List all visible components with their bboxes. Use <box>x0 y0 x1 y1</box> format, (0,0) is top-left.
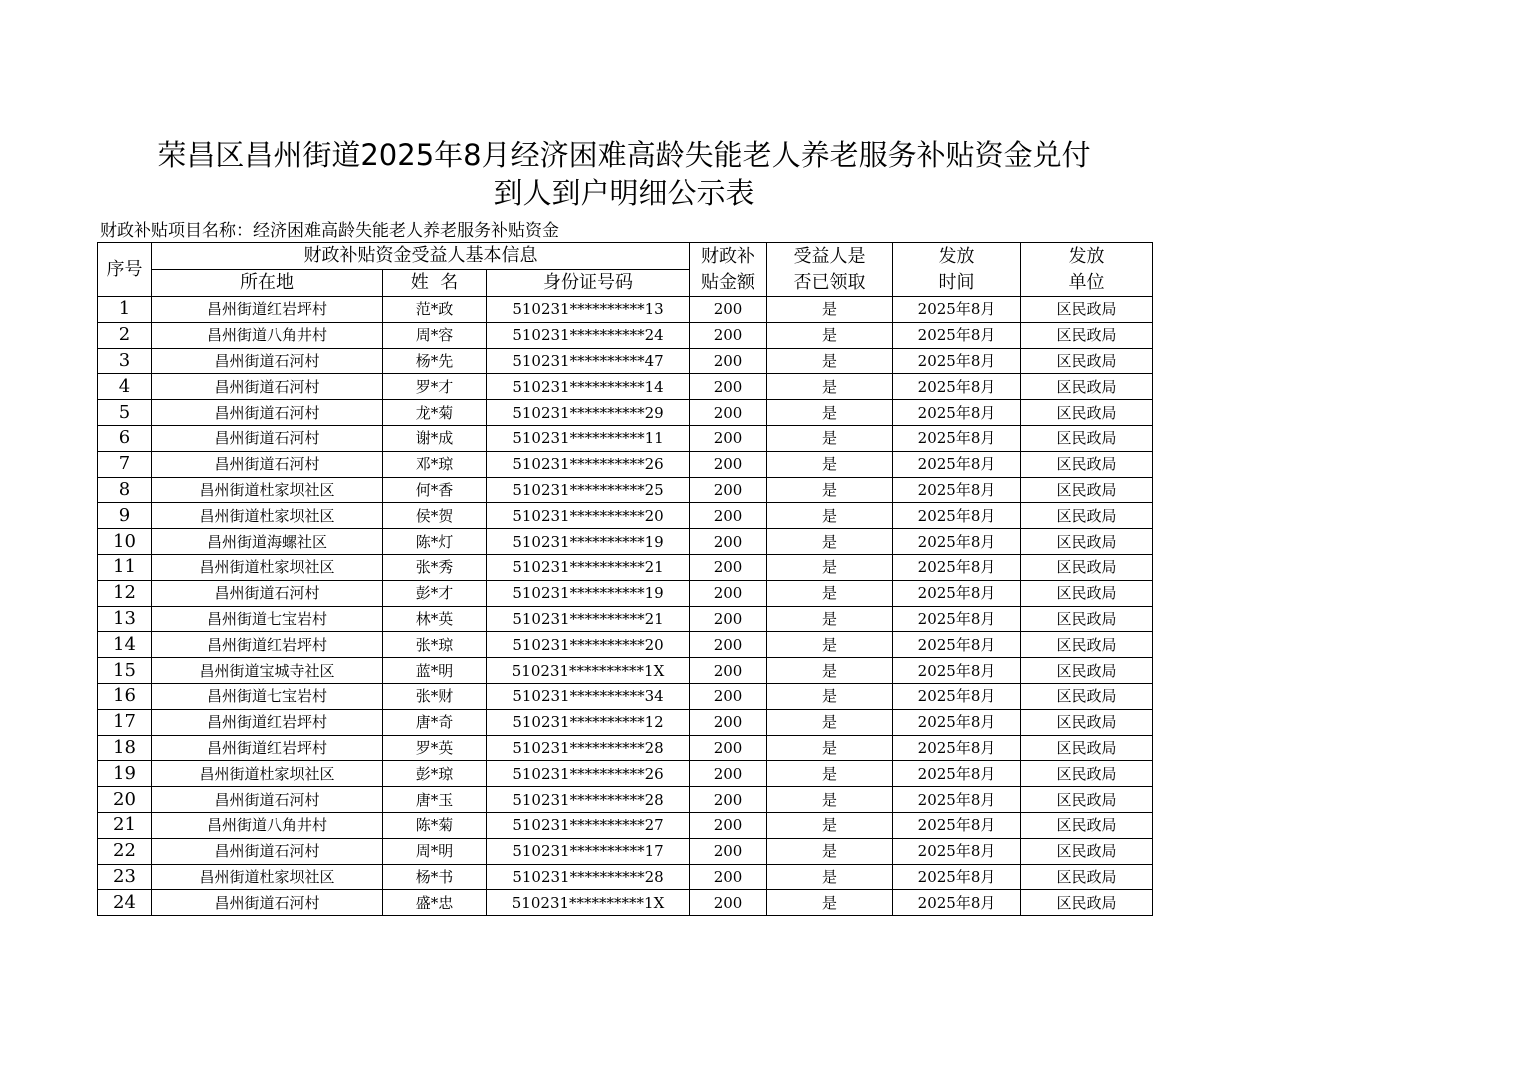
row-number: 7 <box>98 451 152 477</box>
row-number: 17 <box>98 709 152 735</box>
header-seq: 序号 <box>98 243 152 297</box>
table-row <box>98 683 1153 709</box>
cell-location: 昌州街道石河村 <box>152 787 383 813</box>
cell-amount: 200 <box>690 451 767 477</box>
table-row <box>98 787 1153 813</box>
row-number: 14 <box>98 632 152 658</box>
cell-id-number: 510231**********11 <box>487 425 690 451</box>
row-number: 22 <box>98 838 152 864</box>
row-number: 23 <box>98 864 152 890</box>
cell-amount: 200 <box>690 683 767 709</box>
cell-unit: 区民政局 <box>1021 297 1153 323</box>
cell-name: 范*政 <box>383 297 487 323</box>
table-row <box>98 632 1153 658</box>
cell-id-number: 510231**********21 <box>487 554 690 580</box>
header-location: 所在地 <box>152 270 383 297</box>
cell-amount: 200 <box>690 838 767 864</box>
cell-name: 侯*贺 <box>383 503 487 529</box>
cell-name: 陈*菊 <box>383 812 487 838</box>
cell-time: 2025年8月 <box>893 838 1021 864</box>
cell-received: 是 <box>767 477 893 503</box>
cell-amount: 200 <box>690 606 767 632</box>
cell-id-number: 510231**********24 <box>487 322 690 348</box>
cell-time: 2025年8月 <box>893 709 1021 735</box>
cell-unit: 区民政局 <box>1021 658 1153 684</box>
cell-time: 2025年8月 <box>893 606 1021 632</box>
cell-id-number: 510231**********28 <box>487 864 690 890</box>
cell-received: 是 <box>767 838 893 864</box>
cell-location: 昌州街道石河村 <box>152 400 383 426</box>
cell-name: 邓*琼 <box>383 451 487 477</box>
header-time-line1: 发放 <box>938 245 975 267</box>
cell-name: 杨*先 <box>383 348 487 374</box>
header-amount-line2: 贴金额 <box>701 271 756 293</box>
cell-unit: 区民政局 <box>1021 503 1153 529</box>
table-row <box>98 735 1153 761</box>
cell-received: 是 <box>767 322 893 348</box>
row-number: 24 <box>98 890 152 916</box>
cell-name: 罗*英 <box>383 735 487 761</box>
table-row <box>98 709 1153 735</box>
cell-location: 昌州街道八角井村 <box>152 812 383 838</box>
cell-location: 昌州街道红岩坪村 <box>152 709 383 735</box>
cell-name: 张*琼 <box>383 632 487 658</box>
row-number: 18 <box>98 735 152 761</box>
cell-location: 昌州街道石河村 <box>152 580 383 606</box>
cell-id-number: 510231**********13 <box>487 297 690 323</box>
row-number: 21 <box>98 812 152 838</box>
table-row <box>98 864 1153 890</box>
cell-amount: 200 <box>690 812 767 838</box>
cell-amount: 200 <box>690 322 767 348</box>
cell-unit: 区民政局 <box>1021 812 1153 838</box>
cell-received: 是 <box>767 529 893 555</box>
page-title-line2: 到人到户明细公示表 <box>493 176 755 210</box>
cell-location: 昌州街道杜家坝社区 <box>152 761 383 787</box>
row-number: 20 <box>98 787 152 813</box>
cell-id-number: 510231**********12 <box>487 709 690 735</box>
cell-location: 昌州街道杜家坝社区 <box>152 477 383 503</box>
cell-amount: 200 <box>690 864 767 890</box>
row-number: 1 <box>98 297 152 323</box>
cell-time: 2025年8月 <box>893 735 1021 761</box>
table-row <box>98 297 1153 323</box>
cell-name: 陈*灯 <box>383 529 487 555</box>
table-row <box>98 580 1153 606</box>
header-received-line2: 否已领取 <box>793 271 866 293</box>
table-row <box>98 812 1153 838</box>
cell-id-number: 510231**********1X <box>487 890 690 916</box>
cell-received: 是 <box>767 348 893 374</box>
cell-time: 2025年8月 <box>893 554 1021 580</box>
cell-id-number: 510231**********28 <box>487 735 690 761</box>
table-row <box>98 890 1153 916</box>
cell-time: 2025年8月 <box>893 297 1021 323</box>
cell-received: 是 <box>767 864 893 890</box>
table-row <box>98 554 1153 580</box>
header-amount <box>690 243 767 297</box>
cell-location: 昌州街道石河村 <box>152 374 383 400</box>
cell-time: 2025年8月 <box>893 529 1021 555</box>
cell-amount: 200 <box>690 709 767 735</box>
cell-name: 何*香 <box>383 477 487 503</box>
header-time-line2: 时间 <box>938 271 975 293</box>
cell-received: 是 <box>767 503 893 529</box>
row-number: 15 <box>98 658 152 684</box>
header-unit <box>1021 243 1153 297</box>
header-amount-line1: 财政补 <box>701 245 756 267</box>
cell-amount: 200 <box>690 658 767 684</box>
cell-received: 是 <box>767 683 893 709</box>
cell-id-number: 510231**********14 <box>487 374 690 400</box>
cell-id-number: 510231**********20 <box>487 632 690 658</box>
cell-amount: 200 <box>690 761 767 787</box>
cell-time: 2025年8月 <box>893 477 1021 503</box>
cell-id-number: 510231**********21 <box>487 606 690 632</box>
cell-unit: 区民政局 <box>1021 735 1153 761</box>
cell-unit: 区民政局 <box>1021 451 1153 477</box>
table-row <box>98 658 1153 684</box>
cell-unit: 区民政局 <box>1021 425 1153 451</box>
cell-received: 是 <box>767 709 893 735</box>
cell-unit: 区民政局 <box>1021 554 1153 580</box>
table-row <box>98 322 1153 348</box>
cell-amount: 200 <box>690 348 767 374</box>
table-row <box>98 425 1153 451</box>
cell-name: 蓝*明 <box>383 658 487 684</box>
cell-unit: 区民政局 <box>1021 838 1153 864</box>
cell-time: 2025年8月 <box>893 425 1021 451</box>
cell-id-number: 510231**********29 <box>487 400 690 426</box>
cell-unit: 区民政局 <box>1021 374 1153 400</box>
cell-location: 昌州街道红岩坪村 <box>152 297 383 323</box>
cell-id-number: 510231**********19 <box>487 580 690 606</box>
cell-amount: 200 <box>690 735 767 761</box>
cell-time: 2025年8月 <box>893 374 1021 400</box>
table-row <box>98 451 1153 477</box>
cell-id-number: 510231**********26 <box>487 451 690 477</box>
cell-amount: 200 <box>690 890 767 916</box>
cell-received: 是 <box>767 761 893 787</box>
cell-location: 昌州街道杜家坝社区 <box>152 503 383 529</box>
table-row <box>98 606 1153 632</box>
cell-amount: 200 <box>690 425 767 451</box>
cell-name: 张*秀 <box>383 554 487 580</box>
cell-location: 昌州街道杜家坝社区 <box>152 554 383 580</box>
cell-received: 是 <box>767 374 893 400</box>
cell-id-number: 510231**********34 <box>487 683 690 709</box>
cell-location: 昌州街道杜家坝社区 <box>152 864 383 890</box>
header-beneficiary-info: 财政补贴资金受益人基本信息 <box>152 243 690 270</box>
row-number: 16 <box>98 683 152 709</box>
cell-time: 2025年8月 <box>893 658 1021 684</box>
cell-time: 2025年8月 <box>893 322 1021 348</box>
row-number: 6 <box>98 425 152 451</box>
row-number: 10 <box>98 529 152 555</box>
cell-received: 是 <box>767 890 893 916</box>
cell-received: 是 <box>767 812 893 838</box>
row-number: 9 <box>98 503 152 529</box>
cell-id-number: 510231**********19 <box>487 529 690 555</box>
cell-location: 昌州街道宝城寺社区 <box>152 658 383 684</box>
cell-unit: 区民政局 <box>1021 683 1153 709</box>
cell-name: 唐*奇 <box>383 709 487 735</box>
header-unit-line2: 单位 <box>1068 271 1105 293</box>
table-row <box>98 477 1153 503</box>
cell-amount: 200 <box>690 554 767 580</box>
cell-time: 2025年8月 <box>893 890 1021 916</box>
cell-location: 昌州街道海螺社区 <box>152 529 383 555</box>
cell-amount: 200 <box>690 477 767 503</box>
table-row <box>98 838 1153 864</box>
table-row <box>98 400 1153 426</box>
table-row <box>98 348 1153 374</box>
cell-unit: 区民政局 <box>1021 787 1153 813</box>
cell-id-number: 510231**********28 <box>487 787 690 813</box>
cell-id-number: 510231**********20 <box>487 503 690 529</box>
cell-amount: 200 <box>690 787 767 813</box>
cell-amount: 200 <box>690 580 767 606</box>
cell-name: 彭*琼 <box>383 761 487 787</box>
cell-unit: 区民政局 <box>1021 348 1153 374</box>
header-name: 姓 名 <box>383 270 487 297</box>
row-number: 12 <box>98 580 152 606</box>
cell-name: 张*财 <box>383 683 487 709</box>
cell-received: 是 <box>767 735 893 761</box>
cell-unit: 区民政局 <box>1021 606 1153 632</box>
cell-name: 盛*忠 <box>383 890 487 916</box>
cell-name: 杨*书 <box>383 864 487 890</box>
row-number: 13 <box>98 606 152 632</box>
cell-name: 林*英 <box>383 606 487 632</box>
cell-amount: 200 <box>690 374 767 400</box>
cell-unit: 区民政局 <box>1021 400 1153 426</box>
cell-time: 2025年8月 <box>893 812 1021 838</box>
cell-amount: 200 <box>690 400 767 426</box>
header-received-line1: 受益人是 <box>793 245 866 267</box>
table-row <box>98 761 1153 787</box>
cell-time: 2025年8月 <box>893 787 1021 813</box>
cell-id-number: 510231**********26 <box>487 761 690 787</box>
table-row <box>98 529 1153 555</box>
cell-name: 周*明 <box>383 838 487 864</box>
cell-amount: 200 <box>690 297 767 323</box>
cell-time: 2025年8月 <box>893 761 1021 787</box>
cell-unit: 区民政局 <box>1021 761 1153 787</box>
cell-location: 昌州街道红岩坪村 <box>152 632 383 658</box>
header-received <box>767 243 893 297</box>
cell-location: 昌州街道石河村 <box>152 425 383 451</box>
cell-time: 2025年8月 <box>893 683 1021 709</box>
table-row <box>98 374 1153 400</box>
cell-name: 彭*才 <box>383 580 487 606</box>
cell-amount: 200 <box>690 632 767 658</box>
cell-received: 是 <box>767 787 893 813</box>
cell-time: 2025年8月 <box>893 400 1021 426</box>
cell-unit: 区民政局 <box>1021 580 1153 606</box>
cell-time: 2025年8月 <box>893 580 1021 606</box>
row-number: 19 <box>98 761 152 787</box>
cell-time: 2025年8月 <box>893 864 1021 890</box>
table-row <box>98 503 1153 529</box>
cell-id-number: 510231**********17 <box>487 838 690 864</box>
cell-name: 龙*菊 <box>383 400 487 426</box>
cell-received: 是 <box>767 297 893 323</box>
page-title-line1: 荣昌区昌州街道2025年8月经济困难高龄失能老人养老服务补贴资金兑付 <box>157 138 1091 172</box>
cell-location: 昌州街道七宝岩村 <box>152 683 383 709</box>
cell-location: 昌州街道八角井村 <box>152 322 383 348</box>
cell-received: 是 <box>767 632 893 658</box>
cell-time: 2025年8月 <box>893 451 1021 477</box>
project-name-label: 财政补贴项目名称：经济困难高龄失能老人养老服务补贴资金 <box>100 221 559 241</box>
cell-received: 是 <box>767 451 893 477</box>
row-number: 11 <box>98 554 152 580</box>
cell-time: 2025年8月 <box>893 503 1021 529</box>
row-number: 8 <box>98 477 152 503</box>
cell-location: 昌州街道石河村 <box>152 838 383 864</box>
cell-received: 是 <box>767 580 893 606</box>
row-number: 4 <box>98 374 152 400</box>
row-number: 3 <box>98 348 152 374</box>
cell-received: 是 <box>767 658 893 684</box>
row-number: 2 <box>98 322 152 348</box>
cell-location: 昌州街道石河村 <box>152 451 383 477</box>
cell-time: 2025年8月 <box>893 632 1021 658</box>
cell-id-number: 510231**********47 <box>487 348 690 374</box>
cell-amount: 200 <box>690 529 767 555</box>
cell-id-number: 510231**********1X <box>487 658 690 684</box>
cell-id-number: 510231**********25 <box>487 477 690 503</box>
subsidy-table <box>97 242 1153 916</box>
cell-unit: 区民政局 <box>1021 632 1153 658</box>
cell-unit: 区民政局 <box>1021 529 1153 555</box>
cell-unit: 区民政局 <box>1021 709 1153 735</box>
cell-id-number: 510231**********27 <box>487 812 690 838</box>
header-id: 身份证号码 <box>487 270 690 297</box>
row-number: 5 <box>98 400 152 426</box>
cell-name: 周*容 <box>383 322 487 348</box>
cell-received: 是 <box>767 425 893 451</box>
cell-received: 是 <box>767 606 893 632</box>
cell-received: 是 <box>767 400 893 426</box>
cell-amount: 200 <box>690 503 767 529</box>
cell-received: 是 <box>767 554 893 580</box>
cell-unit: 区民政局 <box>1021 477 1153 503</box>
header-unit-line1: 发放 <box>1068 245 1105 267</box>
cell-location: 昌州街道红岩坪村 <box>152 735 383 761</box>
cell-name: 谢*成 <box>383 425 487 451</box>
cell-time: 2025年8月 <box>893 348 1021 374</box>
cell-name: 唐*玉 <box>383 787 487 813</box>
cell-name: 罗*才 <box>383 374 487 400</box>
cell-location: 昌州街道石河村 <box>152 890 383 916</box>
cell-unit: 区民政局 <box>1021 864 1153 890</box>
cell-location: 昌州街道七宝岩村 <box>152 606 383 632</box>
cell-location: 昌州街道石河村 <box>152 348 383 374</box>
cell-unit: 区民政局 <box>1021 322 1153 348</box>
header-time <box>893 243 1021 297</box>
cell-unit: 区民政局 <box>1021 890 1153 916</box>
